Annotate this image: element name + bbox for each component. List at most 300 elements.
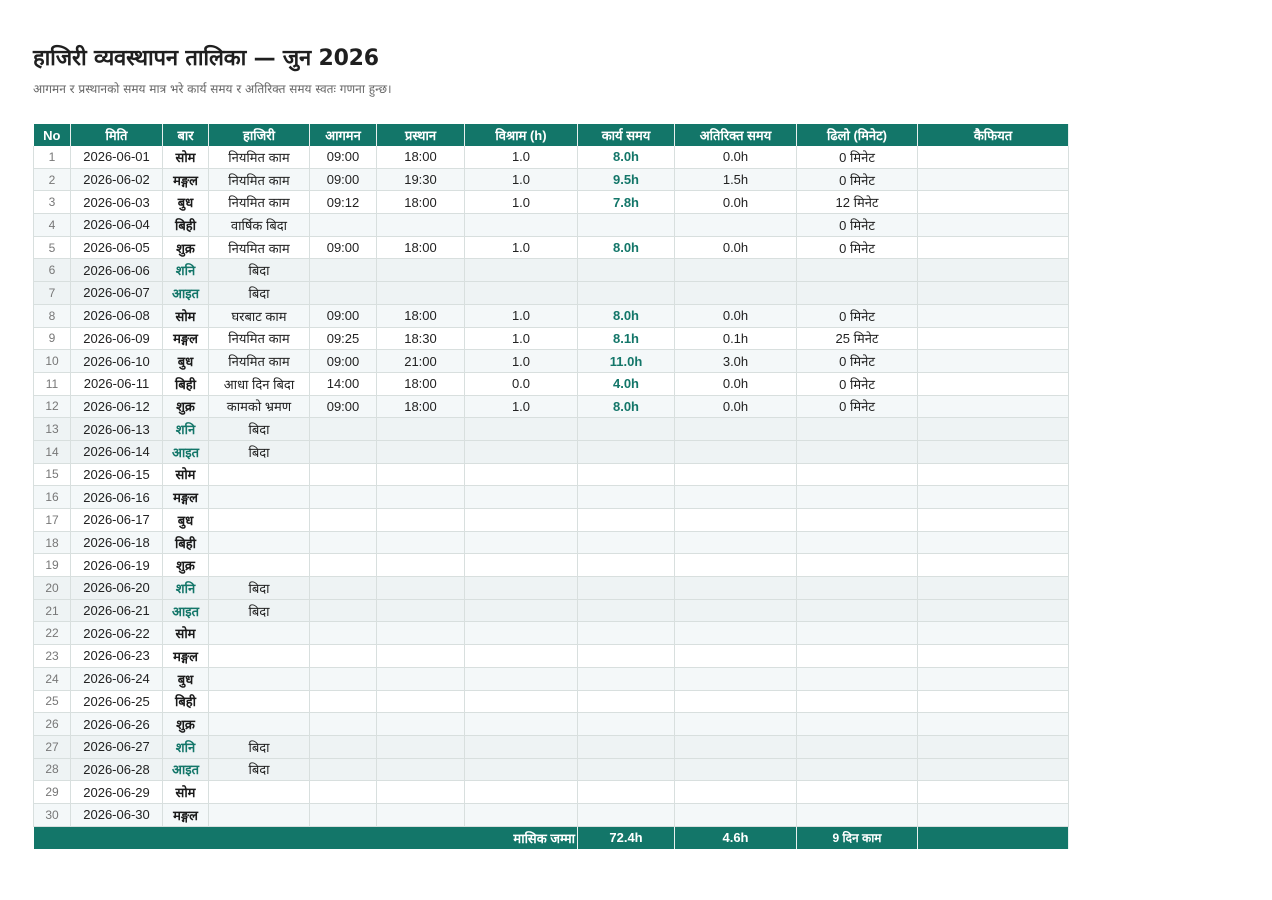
cell-break[interactable]: 1.0 [465,395,578,418]
cell-break[interactable] [465,758,578,781]
cell-break[interactable]: 1.0 [465,146,578,168]
cell-departure[interactable]: 18:00 [377,191,465,214]
cell-break[interactable]: 1.0 [465,168,578,191]
cell-late: 25 मिनेट [797,327,918,350]
cell-remarks[interactable] [918,327,1069,350]
cell-date[interactable]: 2026-06-15 [71,463,163,486]
cell-break[interactable] [465,667,578,690]
cell-day: बुध [163,350,209,373]
cell-break[interactable] [465,554,578,577]
col-arrival: आगमन [310,124,377,146]
cell-no: 6 [34,259,71,282]
cell-remarks[interactable] [918,350,1069,373]
cell-remarks[interactable] [918,554,1069,577]
cell-no: 19 [34,554,71,577]
cell-arrival[interactable] [310,463,377,486]
cell-day: शुक्र [163,236,209,259]
cell-no: 15 [34,463,71,486]
footer-label: मासिक जम्मा [34,826,578,849]
table-row [34,168,1069,191]
cell-arrival[interactable]: 09:00 [310,146,377,168]
cell-day: शनि [163,577,209,600]
cell-date[interactable]: 2026-06-25 [71,690,163,713]
cell-late: 0 मिनेट [797,350,918,373]
cell-arrival[interactable] [310,645,377,668]
cell-arrival[interactable] [310,735,377,758]
cell-departure[interactable]: 18:00 [377,372,465,395]
cell-overtime [675,554,797,577]
cell-date[interactable]: 2026-06-23 [71,645,163,668]
cell-date[interactable]: 2026-06-29 [71,781,163,804]
table-row [34,214,1069,237]
cell-remarks[interactable] [918,690,1069,713]
cell-departure[interactable] [377,418,465,441]
cell-arrival[interactable] [310,713,377,736]
cell-break[interactable] [465,259,578,282]
cell-day: शुक्र [163,554,209,577]
cell-remarks[interactable] [918,282,1069,305]
page-subtitle: आगमन र प्रस्थानको समय मात्र भरे कार्य समय र अतिरिक्त समय स्वतः गणना हुन्छ। [33,82,392,96]
cell-date[interactable]: 2026-06-27 [71,735,163,758]
cell-departure[interactable] [377,781,465,804]
cell-late [797,418,918,441]
cell-work-time [578,554,675,577]
cell-work-time: 8.0h [578,304,675,327]
cell-departure[interactable] [377,713,465,736]
cell-arrival[interactable] [310,758,377,781]
cell-break[interactable]: 1.0 [465,191,578,214]
cell-break[interactable] [465,690,578,713]
cell-status[interactable]: वार्षिक बिदा [209,214,310,237]
cell-arrival[interactable] [310,781,377,804]
cell-late: 0 मिनेट [797,304,918,327]
cell-late: 0 मिनेट [797,168,918,191]
cell-remarks[interactable] [918,781,1069,804]
cell-no: 11 [34,372,71,395]
cell-day: सोम [163,622,209,645]
cell-overtime [675,803,797,826]
cell-status[interactable]: नियमित काम [209,327,310,350]
cell-no: 30 [34,803,71,826]
cell-remarks[interactable] [918,214,1069,237]
cell-no: 22 [34,622,71,645]
cell-status[interactable]: बिदा [209,577,310,600]
cell-no: 5 [34,236,71,259]
cell-date[interactable]: 2026-06-20 [71,577,163,600]
cell-status[interactable]: बिदा [209,259,310,282]
col-late: ढिलो (मिनेट) [797,124,918,146]
cell-status[interactable]: बिदा [209,599,310,622]
cell-arrival[interactable] [310,440,377,463]
col-remarks: कैफियत [918,124,1069,146]
cell-no: 9 [34,327,71,350]
cell-day: शनि [163,735,209,758]
cell-break[interactable] [465,713,578,736]
cell-status[interactable]: नियमित काम [209,146,310,168]
table-row [34,304,1069,327]
cell-overtime [675,509,797,532]
cell-date[interactable]: 2026-06-17 [71,509,163,532]
table-row [34,486,1069,509]
cell-departure[interactable] [377,440,465,463]
cell-date[interactable]: 2026-06-04 [71,214,163,237]
cell-date[interactable]: 2026-06-11 [71,372,163,395]
cell-overtime [675,622,797,645]
cell-arrival[interactable] [310,599,377,622]
cell-date[interactable]: 2026-06-02 [71,168,163,191]
cell-date[interactable]: 2026-06-16 [71,486,163,509]
cell-arrival[interactable]: 09:12 [310,191,377,214]
cell-status[interactable]: बिदा [209,440,310,463]
cell-no: 23 [34,645,71,668]
cell-break[interactable] [465,577,578,600]
cell-arrival[interactable]: 14:00 [310,372,377,395]
cell-no: 16 [34,486,71,509]
cell-break[interactable] [465,531,578,554]
cell-late: 12 मिनेट [797,191,918,214]
cell-work-time [578,781,675,804]
cell-no: 13 [34,418,71,441]
cell-remarks[interactable] [918,713,1069,736]
cell-break[interactable] [465,509,578,532]
cell-break[interactable]: 1.0 [465,350,578,373]
cell-date[interactable]: 2026-06-09 [71,327,163,350]
cell-work-time [578,486,675,509]
cell-work-time: 7.8h [578,191,675,214]
table-row [34,395,1069,418]
cell-overtime [675,758,797,781]
table-row [34,146,1069,168]
cell-arrival[interactable] [310,259,377,282]
cell-departure[interactable]: 21:00 [377,350,465,373]
footer-days-worked: 9 दिन काम [797,826,918,849]
cell-remarks[interactable] [918,168,1069,191]
cell-departure[interactable] [377,486,465,509]
cell-remarks[interactable] [918,395,1069,418]
cell-departure[interactable] [377,645,465,668]
col-no: No [34,124,71,146]
cell-work-time [578,418,675,441]
cell-day: सोम [163,463,209,486]
cell-remarks[interactable] [918,577,1069,600]
cell-remarks[interactable] [918,463,1069,486]
cell-date[interactable]: 2026-06-30 [71,803,163,826]
cell-arrival[interactable] [310,667,377,690]
cell-break[interactable] [465,214,578,237]
cell-departure[interactable] [377,554,465,577]
cell-break[interactable] [465,418,578,441]
cell-no: 12 [34,395,71,418]
header-row [34,124,1069,146]
cell-status[interactable] [209,554,310,577]
cell-work-time: 8.1h [578,327,675,350]
cell-arrival[interactable] [310,622,377,645]
cell-break[interactable] [465,463,578,486]
cell-departure[interactable] [377,803,465,826]
cell-overtime [675,690,797,713]
cell-work-time [578,509,675,532]
cell-arrival[interactable] [310,690,377,713]
cell-break[interactable] [465,645,578,668]
cell-remarks[interactable] [918,803,1069,826]
cell-arrival[interactable] [310,214,377,237]
cell-departure[interactable]: 18:30 [377,327,465,350]
cell-late [797,531,918,554]
table-row [34,259,1069,282]
cell-overtime: 0.1h [675,327,797,350]
cell-overtime [675,531,797,554]
cell-work-time [578,645,675,668]
table-row [34,781,1069,804]
cell-status[interactable] [209,486,310,509]
cell-late [797,259,918,282]
cell-arrival[interactable] [310,282,377,305]
cell-date[interactable]: 2026-06-14 [71,440,163,463]
cell-departure[interactable]: 18:00 [377,236,465,259]
cell-departure[interactable] [377,214,465,237]
cell-no: 27 [34,735,71,758]
cell-date[interactable]: 2026-06-05 [71,236,163,259]
cell-date[interactable]: 2026-06-06 [71,259,163,282]
cell-late [797,554,918,577]
cell-remarks[interactable] [918,667,1069,690]
cell-remarks[interactable] [918,191,1069,214]
cell-remarks[interactable] [918,418,1069,441]
cell-day: बिही [163,214,209,237]
table-row [34,350,1069,373]
cell-overtime [675,282,797,305]
cell-departure[interactable] [377,282,465,305]
table-row [34,645,1069,668]
table-row [34,554,1069,577]
cell-departure[interactable] [377,667,465,690]
cell-day: शनि [163,418,209,441]
cell-overtime [675,214,797,237]
cell-break[interactable] [465,781,578,804]
cell-break[interactable] [465,486,578,509]
cell-status[interactable]: नियमित काम [209,350,310,373]
cell-remarks[interactable] [918,645,1069,668]
cell-departure[interactable] [377,531,465,554]
cell-date[interactable]: 2026-06-01 [71,146,163,168]
cell-departure[interactable] [377,690,465,713]
table-row [34,758,1069,781]
cell-overtime [675,418,797,441]
cell-work-time: 8.0h [578,236,675,259]
cell-work-time [578,440,675,463]
cell-departure[interactable]: 19:30 [377,168,465,191]
cell-arrival[interactable]: 09:00 [310,350,377,373]
cell-date[interactable]: 2026-06-12 [71,395,163,418]
cell-day: मङ्गल [163,168,209,191]
cell-arrival[interactable] [310,577,377,600]
cell-remarks[interactable] [918,440,1069,463]
cell-date[interactable]: 2026-06-21 [71,599,163,622]
cell-remarks[interactable] [918,372,1069,395]
cell-arrival[interactable] [310,554,377,577]
cell-no: 1 [34,146,71,168]
cell-arrival[interactable]: 09:00 [310,304,377,327]
cell-no: 24 [34,667,71,690]
cell-day: आइत [163,440,209,463]
cell-overtime: 0.0h [675,395,797,418]
cell-break[interactable]: 0.0 [465,372,578,395]
cell-date[interactable]: 2026-06-08 [71,304,163,327]
cell-status[interactable] [209,690,310,713]
cell-departure[interactable] [377,577,465,600]
cell-date[interactable]: 2026-06-03 [71,191,163,214]
cell-work-time [578,214,675,237]
cell-late [797,690,918,713]
cell-late [797,577,918,600]
cell-departure[interactable]: 18:00 [377,304,465,327]
cell-remarks[interactable] [918,486,1069,509]
cell-late [797,781,918,804]
cell-remarks[interactable] [918,622,1069,645]
cell-status[interactable]: बिदा [209,418,310,441]
cell-departure[interactable] [377,735,465,758]
cell-late [797,667,918,690]
cell-work-time: 9.5h [578,168,675,191]
cell-date[interactable]: 2026-06-22 [71,622,163,645]
cell-day: शुक्र [163,395,209,418]
cell-arrival[interactable] [310,486,377,509]
cell-no: 20 [34,577,71,600]
cell-overtime [675,577,797,600]
cell-status[interactable] [209,713,310,736]
cell-status[interactable] [209,667,310,690]
table-row [34,667,1069,690]
table-row [34,440,1069,463]
cell-arrival[interactable]: 09:00 [310,395,377,418]
cell-status[interactable]: बिदा [209,735,310,758]
cell-late: 0 मिनेट [797,146,918,168]
cell-arrival[interactable] [310,418,377,441]
cell-status[interactable]: आधा दिन बिदा [209,372,310,395]
cell-day: बिही [163,531,209,554]
cell-break[interactable]: 1.0 [465,236,578,259]
cell-overtime: 0.0h [675,236,797,259]
cell-remarks[interactable] [918,531,1069,554]
cell-break[interactable]: 1.0 [465,327,578,350]
cell-arrival[interactable]: 09:00 [310,168,377,191]
cell-no: 8 [34,304,71,327]
cell-late [797,463,918,486]
cell-day: आइत [163,758,209,781]
cell-status[interactable]: नियमित काम [209,168,310,191]
cell-overtime: 0.0h [675,191,797,214]
cell-status[interactable]: बिदा [209,282,310,305]
cell-date[interactable]: 2026-06-07 [71,282,163,305]
cell-arrival[interactable] [310,509,377,532]
cell-remarks[interactable] [918,146,1069,168]
page-title: हाजिरी व्यवस्थापन तालिका — जुन 2026 [33,46,379,71]
table-row [34,735,1069,758]
cell-status[interactable]: नियमित काम [209,191,310,214]
cell-departure[interactable] [377,758,465,781]
cell-break[interactable] [465,735,578,758]
cell-remarks[interactable] [918,735,1069,758]
cell-status[interactable]: कामको भ्रमण [209,395,310,418]
cell-departure[interactable]: 18:00 [377,395,465,418]
cell-status[interactable]: घरबाट काम [209,304,310,327]
footer-work-total: 72.4h [578,826,675,849]
cell-departure[interactable] [377,599,465,622]
cell-break[interactable] [465,440,578,463]
table-row [34,418,1069,441]
col-day: बार [163,124,209,146]
cell-date[interactable]: 2026-06-24 [71,667,163,690]
cell-overtime: 3.0h [675,350,797,373]
cell-remarks[interactable] [918,599,1069,622]
table-row [34,577,1069,600]
cell-no: 10 [34,350,71,373]
cell-work-time [578,577,675,600]
cell-work-time [578,690,675,713]
cell-remarks[interactable] [918,758,1069,781]
cell-status[interactable] [209,531,310,554]
cell-date[interactable]: 2026-06-26 [71,713,163,736]
cell-departure[interactable] [377,463,465,486]
cell-remarks[interactable] [918,259,1069,282]
cell-date[interactable]: 2026-06-10 [71,350,163,373]
attendance-table [33,124,1069,849]
cell-date[interactable]: 2026-06-28 [71,758,163,781]
cell-departure[interactable]: 18:00 [377,146,465,168]
cell-status[interactable] [209,463,310,486]
cell-break[interactable] [465,282,578,305]
cell-arrival[interactable] [310,803,377,826]
cell-departure[interactable] [377,259,465,282]
cell-departure[interactable] [377,622,465,645]
cell-overtime: 0.0h [675,146,797,168]
cell-day: सोम [163,781,209,804]
cell-status[interactable] [209,622,310,645]
cell-work-time: 4.0h [578,372,675,395]
cell-arrival[interactable]: 09:00 [310,236,377,259]
cell-status[interactable] [209,645,310,668]
cell-break[interactable] [465,599,578,622]
cell-status[interactable]: नियमित काम [209,236,310,259]
cell-arrival[interactable]: 09:25 [310,327,377,350]
cell-status[interactable]: बिदा [209,758,310,781]
cell-day: मङ्गल [163,803,209,826]
cell-no: 21 [34,599,71,622]
cell-status[interactable] [209,509,310,532]
cell-day: मङ्गल [163,327,209,350]
cell-departure[interactable] [377,509,465,532]
cell-break[interactable] [465,803,578,826]
cell-break[interactable]: 1.0 [465,304,578,327]
cell-remarks[interactable] [918,304,1069,327]
cell-remarks[interactable] [918,509,1069,532]
table-row [34,236,1069,259]
cell-late [797,735,918,758]
cell-work-time [578,622,675,645]
cell-no: 14 [34,440,71,463]
cell-date[interactable]: 2026-06-18 [71,531,163,554]
footer-remarks [918,826,1069,849]
cell-date[interactable]: 2026-06-19 [71,554,163,577]
cell-date[interactable]: 2026-06-13 [71,418,163,441]
cell-arrival[interactable] [310,531,377,554]
cell-remarks[interactable] [918,236,1069,259]
cell-late: 0 मिनेट [797,214,918,237]
cell-status[interactable] [209,781,310,804]
cell-status[interactable] [209,803,310,826]
cell-no: 2 [34,168,71,191]
cell-break[interactable] [465,622,578,645]
